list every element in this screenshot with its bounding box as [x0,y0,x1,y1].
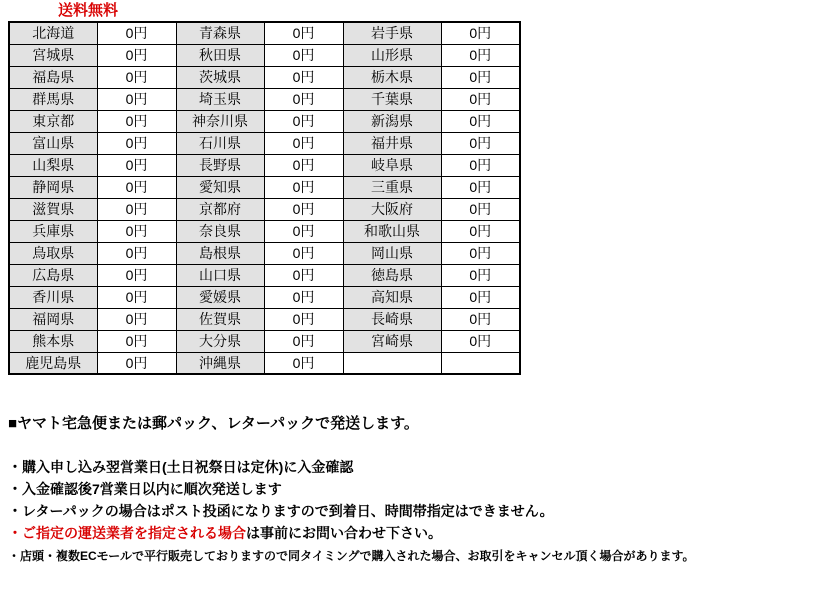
prefecture-price: 0円 [441,132,520,154]
table-row [9,44,520,66]
table-row [9,198,520,220]
prefecture-price: 0円 [264,286,343,308]
prefecture-name: 岐阜県 [343,154,441,176]
prefecture-price: 0円 [97,264,176,286]
prefecture-price: 0円 [97,44,176,66]
prefecture-name: 福井県 [343,132,441,154]
table-row [9,330,520,352]
prefecture-name: 三重県 [343,176,441,198]
note-line-payment-confirm: ・購入申し込み翌営業日(土日祝祭日は定休)に入金確認 [8,459,354,475]
prefecture-name: 兵庫県 [9,220,97,242]
prefecture-price: 0円 [264,110,343,132]
prefecture-name: 福岡県 [9,308,97,330]
prefecture-price: 0円 [441,44,520,66]
prefecture-price: 0円 [264,220,343,242]
prefecture-price: 0円 [97,176,176,198]
prefecture-price: 0円 [441,154,520,176]
prefecture-name: 茨城県 [176,66,264,88]
shipping-notes [8,412,814,566]
prefecture-name: 滋賀県 [9,198,97,220]
prefecture-price: 0円 [264,132,343,154]
prefecture-name: 大分県 [176,330,264,352]
table-body [9,22,520,374]
prefecture-name: 千葉県 [343,88,441,110]
prefecture-price: 0円 [97,88,176,110]
prefecture-name: 福島県 [9,66,97,88]
prefecture-name: 高知県 [343,286,441,308]
prefecture-price: 0円 [97,330,176,352]
prefecture-price: 0円 [97,198,176,220]
prefecture-name: 徳島県 [343,264,441,286]
prefecture-name: 山梨県 [9,154,97,176]
empty-cell [441,352,520,374]
table-row [9,110,520,132]
table-row [9,88,520,110]
prefecture-price: 0円 [264,352,343,374]
prefecture-name: 京都府 [176,198,264,220]
table-row [9,220,520,242]
prefecture-name: 栃木県 [343,66,441,88]
prefecture-name: 秋田県 [176,44,264,66]
prefecture-price: 0円 [264,176,343,198]
table-row [9,352,520,374]
prefecture-price: 0円 [441,88,520,110]
prefecture-price: 0円 [97,154,176,176]
note-line-letterpack: ・レターパックの場合はポスト投函になりますので到着日、時間帯指定はできません。 [8,503,554,519]
prefecture-price: 0円 [441,308,520,330]
prefecture-name: 群馬県 [9,88,97,110]
prefecture-name: 広島県 [9,264,97,286]
free-shipping-banner: 送料無料 [58,2,119,19]
prefecture-name: 新潟県 [343,110,441,132]
prefecture-price: 0円 [264,22,343,44]
prefecture-name: 鳥取県 [9,242,97,264]
prefecture-price: 0円 [97,308,176,330]
prefecture-price: 0円 [97,22,176,44]
prefecture-price: 0円 [441,286,520,308]
prefecture-price: 0円 [264,44,343,66]
note-line-dispatch: ・入金確認後7営業日以内に順次発送します [8,481,282,497]
prefecture-price: 0円 [97,220,176,242]
prefecture-price: 0円 [264,330,343,352]
prefecture-price: 0円 [97,286,176,308]
prefecture-name: 宮城県 [9,44,97,66]
prefecture-price: 0円 [441,198,520,220]
prefecture-name: 和歌山県 [343,220,441,242]
prefecture-name: 奈良県 [176,220,264,242]
prefecture-price: 0円 [441,330,520,352]
prefecture-name: 熊本県 [9,330,97,352]
prefecture-price: 0円 [264,66,343,88]
prefecture-name: 埼玉県 [176,88,264,110]
prefecture-name: 宮崎県 [343,330,441,352]
prefecture-price: 0円 [264,198,343,220]
note-line-carrier-request [8,522,814,544]
prefecture-name: 石川県 [176,132,264,154]
table-row [9,22,520,44]
table-row [9,66,520,88]
prefecture-name: 北海道 [9,22,97,44]
prefecture-name: 岩手県 [343,22,441,44]
prefecture-name: 長崎県 [343,308,441,330]
prefecture-name: 鹿児島県 [9,352,97,374]
table-row [9,264,520,286]
prefecture-name: 佐賀県 [176,308,264,330]
prefecture-price: 0円 [441,176,520,198]
prefecture-price: 0円 [97,110,176,132]
table-row [9,154,520,176]
prefecture-name: 岡山県 [343,242,441,264]
prefecture-price: 0円 [97,66,176,88]
prefecture-price: 0円 [264,264,343,286]
prefecture-price: 0円 [441,110,520,132]
prefecture-name: 山口県 [176,264,264,286]
prefecture-name: 愛知県 [176,176,264,198]
prefecture-price: 0円 [264,308,343,330]
table-row [9,308,520,330]
table-row [9,176,520,198]
prefecture-name: 山形県 [343,44,441,66]
prefecture-name: 愛媛県 [176,286,264,308]
prefecture-price: 0円 [97,242,176,264]
prefecture-name: 島根県 [176,242,264,264]
prefecture-name: 東京都 [9,110,97,132]
prefecture-price: 0円 [264,242,343,264]
notes-heading: ■ヤマト宅急便または郵パック、レターパックで発送します。 [8,415,419,432]
prefecture-price: 0円 [264,88,343,110]
table-row [9,132,520,154]
table-row [9,286,520,308]
prefecture-name: 大阪府 [343,198,441,220]
prefecture-name: 香川県 [9,286,97,308]
prefecture-name: 長野県 [176,154,264,176]
prefecture-price: 0円 [441,220,520,242]
prefecture-name: 青森県 [176,22,264,44]
note-carrier-black-text: は事前にお問い合わせ下さい。 [246,525,442,541]
prefecture-price: 0円 [97,352,176,374]
prefecture-price: 0円 [441,242,520,264]
prefecture-price: 0円 [264,154,343,176]
prefecture-name: 静岡県 [9,176,97,198]
prefecture-name: 神奈川県 [176,110,264,132]
prefecture-price: 0円 [441,22,520,44]
prefecture-shipping-table [8,21,521,375]
prefecture-price: 0円 [441,66,520,88]
prefecture-price: 0円 [441,264,520,286]
empty-cell [343,352,441,374]
note-carrier-red-text: ・ご指定の運送業者を指定される場合 [8,525,246,541]
table-row [9,242,520,264]
note-line-parallel-sales: ・店頭・複数ECモールで平行販売しておりますので同タイミングで購入された場合、お取引をキャンセル頂く場合があります。 [8,549,695,563]
prefecture-name: 沖縄県 [176,352,264,374]
prefecture-price: 0円 [97,132,176,154]
prefecture-name: 富山県 [9,132,97,154]
